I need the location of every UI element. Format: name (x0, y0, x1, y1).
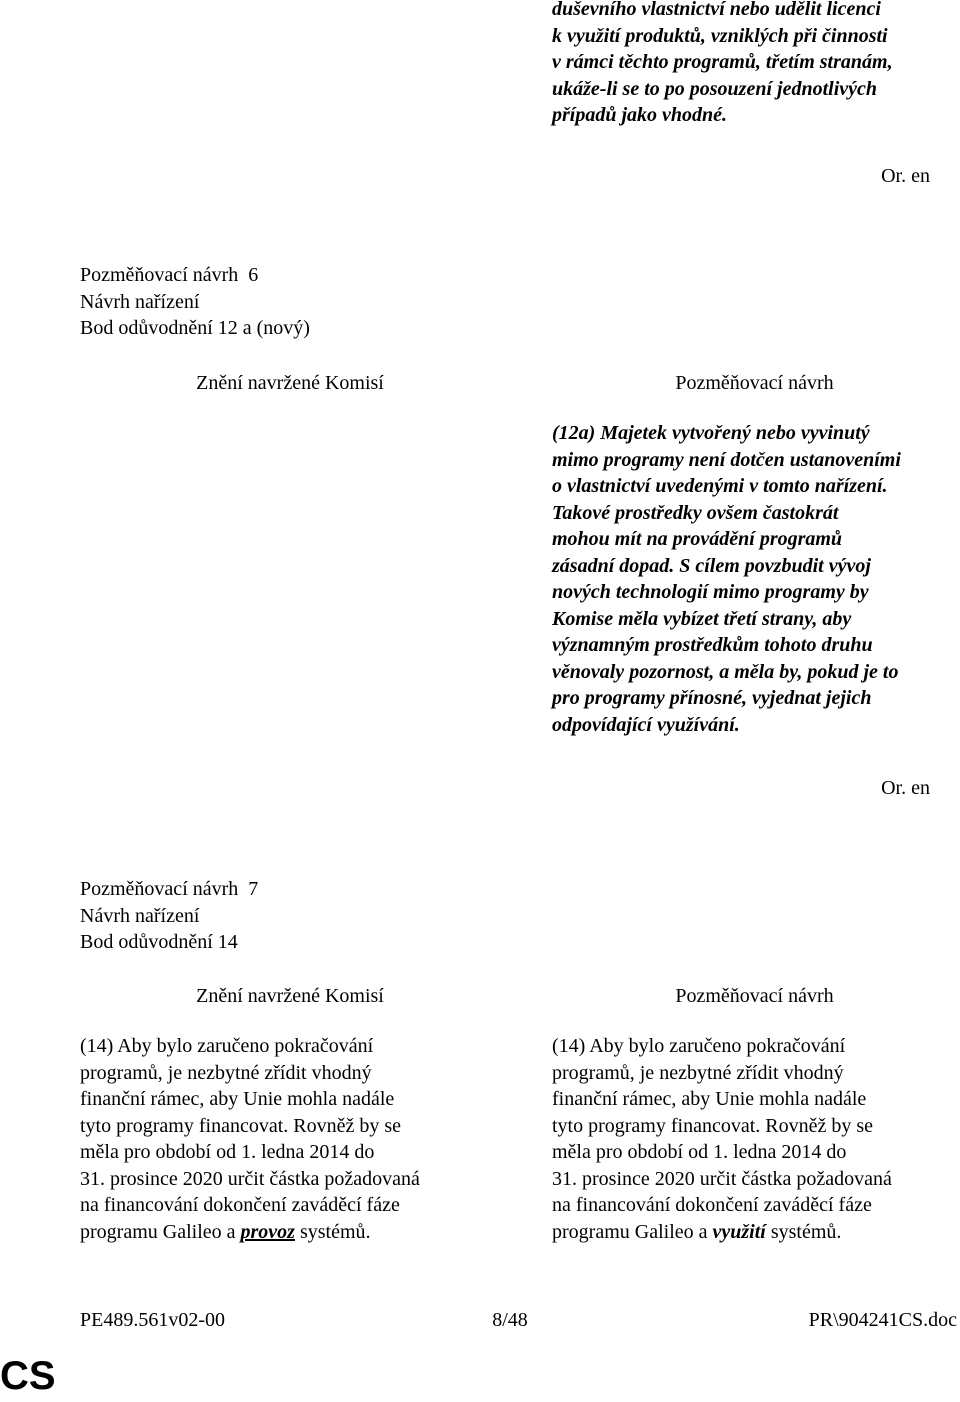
top-fragment-line: případů jako vhodné. (552, 104, 728, 126)
commission-text (80, 1033, 500, 1245)
top-fragment-line: v rámci těchto programů, třetím stranám, (552, 51, 893, 73)
original-language-label: Or. en (881, 777, 930, 799)
amendment-7-heading (80, 876, 258, 956)
amendment-text-line: věnovaly pozornost, a měla by, pokud je to (552, 660, 899, 683)
commission-text-line (80, 1219, 500, 1246)
amendment-text-line: významným prostředkům tohoto druhu (552, 634, 873, 656)
original-language-label: Or. en (881, 165, 930, 187)
footer-page-number: 8/48 (492, 1309, 528, 1331)
amendment-label: Pozměňovací návrh (80, 878, 239, 900)
amendment-text-line: programů, je nezbytné zřídit vhodný (552, 1061, 844, 1084)
commission-text-line: (14) Aby bylo zaručeno pokračování (80, 1035, 374, 1057)
amendment-label: Pozměňovací návrh (80, 264, 239, 286)
commission-text-line: programů, je nezbytné zřídit vhodný (80, 1061, 372, 1084)
amendment-6-text (552, 420, 957, 738)
changed-word: provoz (240, 1220, 295, 1243)
amendment-text-line (552, 1219, 957, 1246)
text-segment: programu Galileo a (80, 1220, 241, 1243)
amendment-title (80, 876, 258, 903)
column-header-commission: Znění navržené Komisí (196, 985, 384, 1007)
text-segment: programu Galileo a (552, 1220, 713, 1243)
recital-reference: Bod odůvodnění 14 (80, 931, 238, 953)
top-fragment-line: k využití produktů, vzniklých při činnosti (552, 24, 888, 47)
amendment-number: 7 (248, 878, 259, 900)
amendment-text-line: o vlastnictví uvedenými v tomto nařízení. (552, 475, 888, 497)
language-code: CS (0, 1354, 56, 1398)
amendment-text-line: mimo programy není dotčen ustanoveními (552, 448, 901, 471)
proposal-title: Návrh nařízení (80, 904, 200, 927)
commission-text-line: tyto programy financovat. Rovněž by se (80, 1114, 402, 1137)
column-header-amendment: Pozměňovací návrh (675, 372, 834, 394)
commission-text-line: na financování dokončení zaváděcí fáze (80, 1194, 400, 1216)
changed-word: využití (712, 1220, 766, 1243)
amendment-text-line: mohou mít na provádění programů (552, 528, 843, 550)
amendment-text-line: Komise měla vybízet třetí strany, aby (552, 607, 852, 630)
text-segment: systémů. (294, 1220, 371, 1243)
proposal-title: Návrh nařízení (80, 290, 200, 313)
amendment-text-line: měla pro období od 1. ledna 2014 do (552, 1141, 847, 1163)
commission-text-line: finanční rámec, aby Unie mohla nadále (80, 1088, 395, 1110)
commission-text-line: 31. prosince 2020 určit částka požadovaná (80, 1167, 420, 1190)
footer-file-name: PR\904241CS.doc (808, 1309, 957, 1331)
recital-reference: Bod odůvodnění 12 a (nový) (80, 317, 310, 339)
amendment-7-text (552, 1033, 957, 1245)
top-fragment (552, 0, 957, 129)
amendment-text-line: zásadní dopad. S cílem povzbudit vývoj (552, 554, 871, 577)
top-fragment-line: duševního vlastnictví nebo udělit licenci (552, 0, 881, 20)
footer-doc-ref: PE489.561v02-00 (80, 1309, 225, 1331)
amendment-text-line: nových technologií mimo programy by (552, 581, 869, 603)
amendment-number: 6 (248, 264, 259, 286)
column-header-commission: Znění navržené Komisí (196, 372, 384, 394)
commission-text-line: měla pro období od 1. ledna 2014 do (80, 1141, 375, 1163)
amendment-text-line: tyto programy financovat. Rovněž by se (552, 1114, 874, 1137)
amendment-6-heading (80, 262, 310, 342)
amendment-text-line: pro programy přínosné, vyjednat jejich (552, 687, 872, 709)
text-segment: systémů. (765, 1220, 842, 1243)
amendment-text-line: 31. prosince 2020 určit částka požadovaná (552, 1167, 892, 1190)
amendment-title (80, 262, 310, 289)
amendment-text-line: (12a) Majetek vytvořený nebo vyvinutý (552, 422, 870, 444)
amendment-text-line: finanční rámec, aby Unie mohla nadále (552, 1088, 867, 1110)
column-header-amendment: Pozměňovací návrh (675, 985, 834, 1007)
amendment-text-line: odpovídající využívání. (552, 713, 740, 736)
top-fragment-line: ukáže-li se to po posouzení jednotlivých (552, 77, 877, 100)
amendment-text-line: (14) Aby bylo zaručeno pokračování (552, 1035, 846, 1057)
amendment-text-line: na financování dokončení zaváděcí fáze (552, 1194, 872, 1216)
amendment-text-line: Takové prostředky ovšem častokrát (552, 501, 839, 524)
